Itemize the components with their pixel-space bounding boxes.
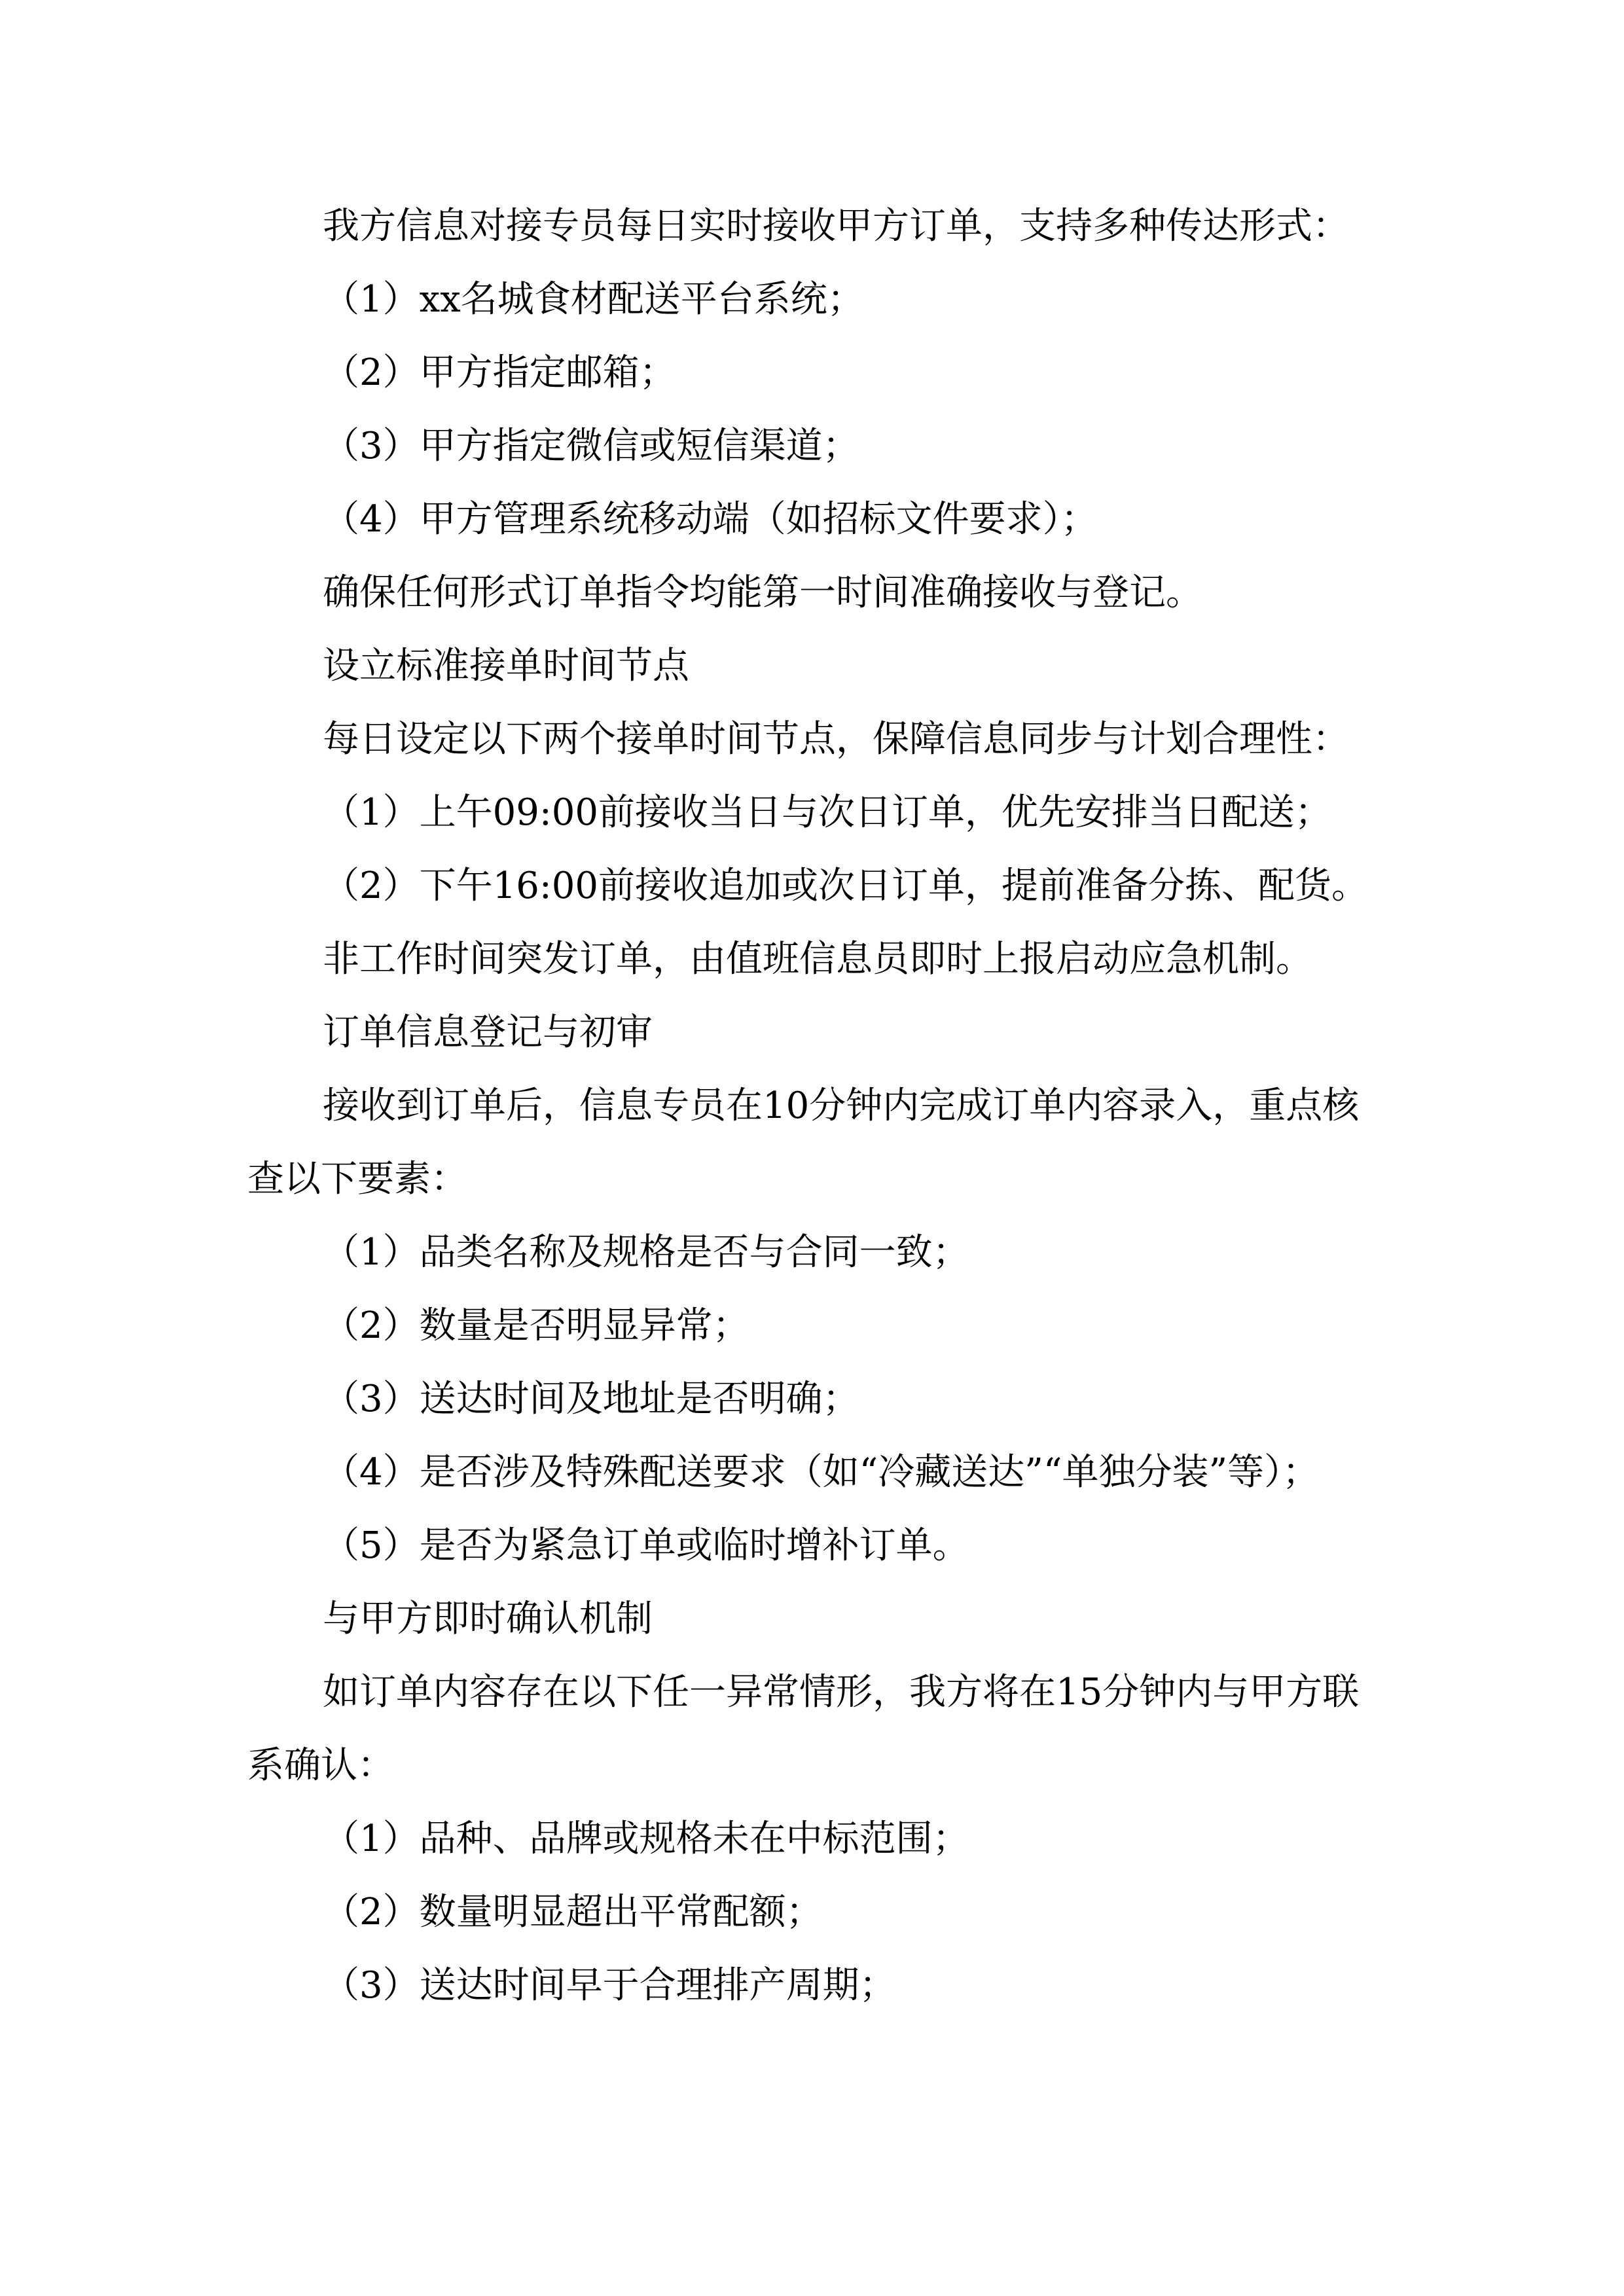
paragraph-confirmation-intro: 如订单内容存在以下任一异常情形，我方将在15分钟内与甲方联系确认： <box>247 1671 1360 1787</box>
document-body <box>247 190 1377 2022</box>
list-item-check-2: （2）数量是否明显异常； <box>323 1304 749 1347</box>
list-item-check-5: （5）是否为紧急订单或临时增补订单。 <box>323 1524 969 1567</box>
list-item-exception-2: （2）数量明显超出平常配额； <box>323 1891 823 1933</box>
list-item-channel-1: （1）xx名城食材配送平台系统； <box>323 278 864 321</box>
list-item-morning-node: （1）上午09:00前接收当日与次日订单，优先安排当日配送； <box>323 791 1332 834</box>
paragraph-order-intake: 我方信息对接专员每日实时接收甲方订单，支持多种传达形式： <box>323 205 1349 247</box>
heading-confirmation-mechanism: 与甲方即时确认机制 <box>323 1598 653 1640</box>
list-item-channel-3: （3）甲方指定微信或短信渠道； <box>323 425 859 467</box>
paragraph-ensure-receipt: 确保任何形式订单指令均能第一时间准确接收与登记。 <box>323 571 1202 614</box>
list-item-check-4: （4）是否涉及特殊配送要求（如“冷藏送达”“单独分装”等）； <box>323 1451 1320 1494</box>
heading-order-time-nodes: 设立标准接单时间节点 <box>323 645 689 687</box>
list-item-check-3: （3）送达时间及地址是否明确； <box>323 1378 859 1420</box>
list-item-channel-2: （2）甲方指定邮箱； <box>323 351 676 394</box>
list-item-exception-1: （1）品种、品牌或规格未在中标范围； <box>323 1818 969 1860</box>
paragraph-off-hours: 非工作时间突发订单，由值班信息员即时上报启动应急机制。 <box>323 938 1312 980</box>
paragraph-time-nodes-intro: 每日设定以下两个接单时间节点，保障信息同步与计划合理性： <box>323 718 1349 761</box>
list-item-channel-4: （4）甲方管理系统移动端（如招标文件要求）； <box>323 498 1098 541</box>
list-item-exception-3: （3）送达时间早于合理排产周期； <box>323 1964 896 2007</box>
list-item-check-1: （1）品类名称及规格是否与合同一致； <box>323 1231 969 1274</box>
list-item-afternoon-node: （2）下午16:00前接收追加或次日订单，提前准备分拣、配货。 <box>323 865 1369 907</box>
heading-order-registration: 订单信息登记与初审 <box>323 1011 653 1054</box>
paragraph-registration-check: 接收到订单后，信息专员在10分钟内完成订单内容录入，重点核查以下要素： <box>247 1085 1360 1200</box>
